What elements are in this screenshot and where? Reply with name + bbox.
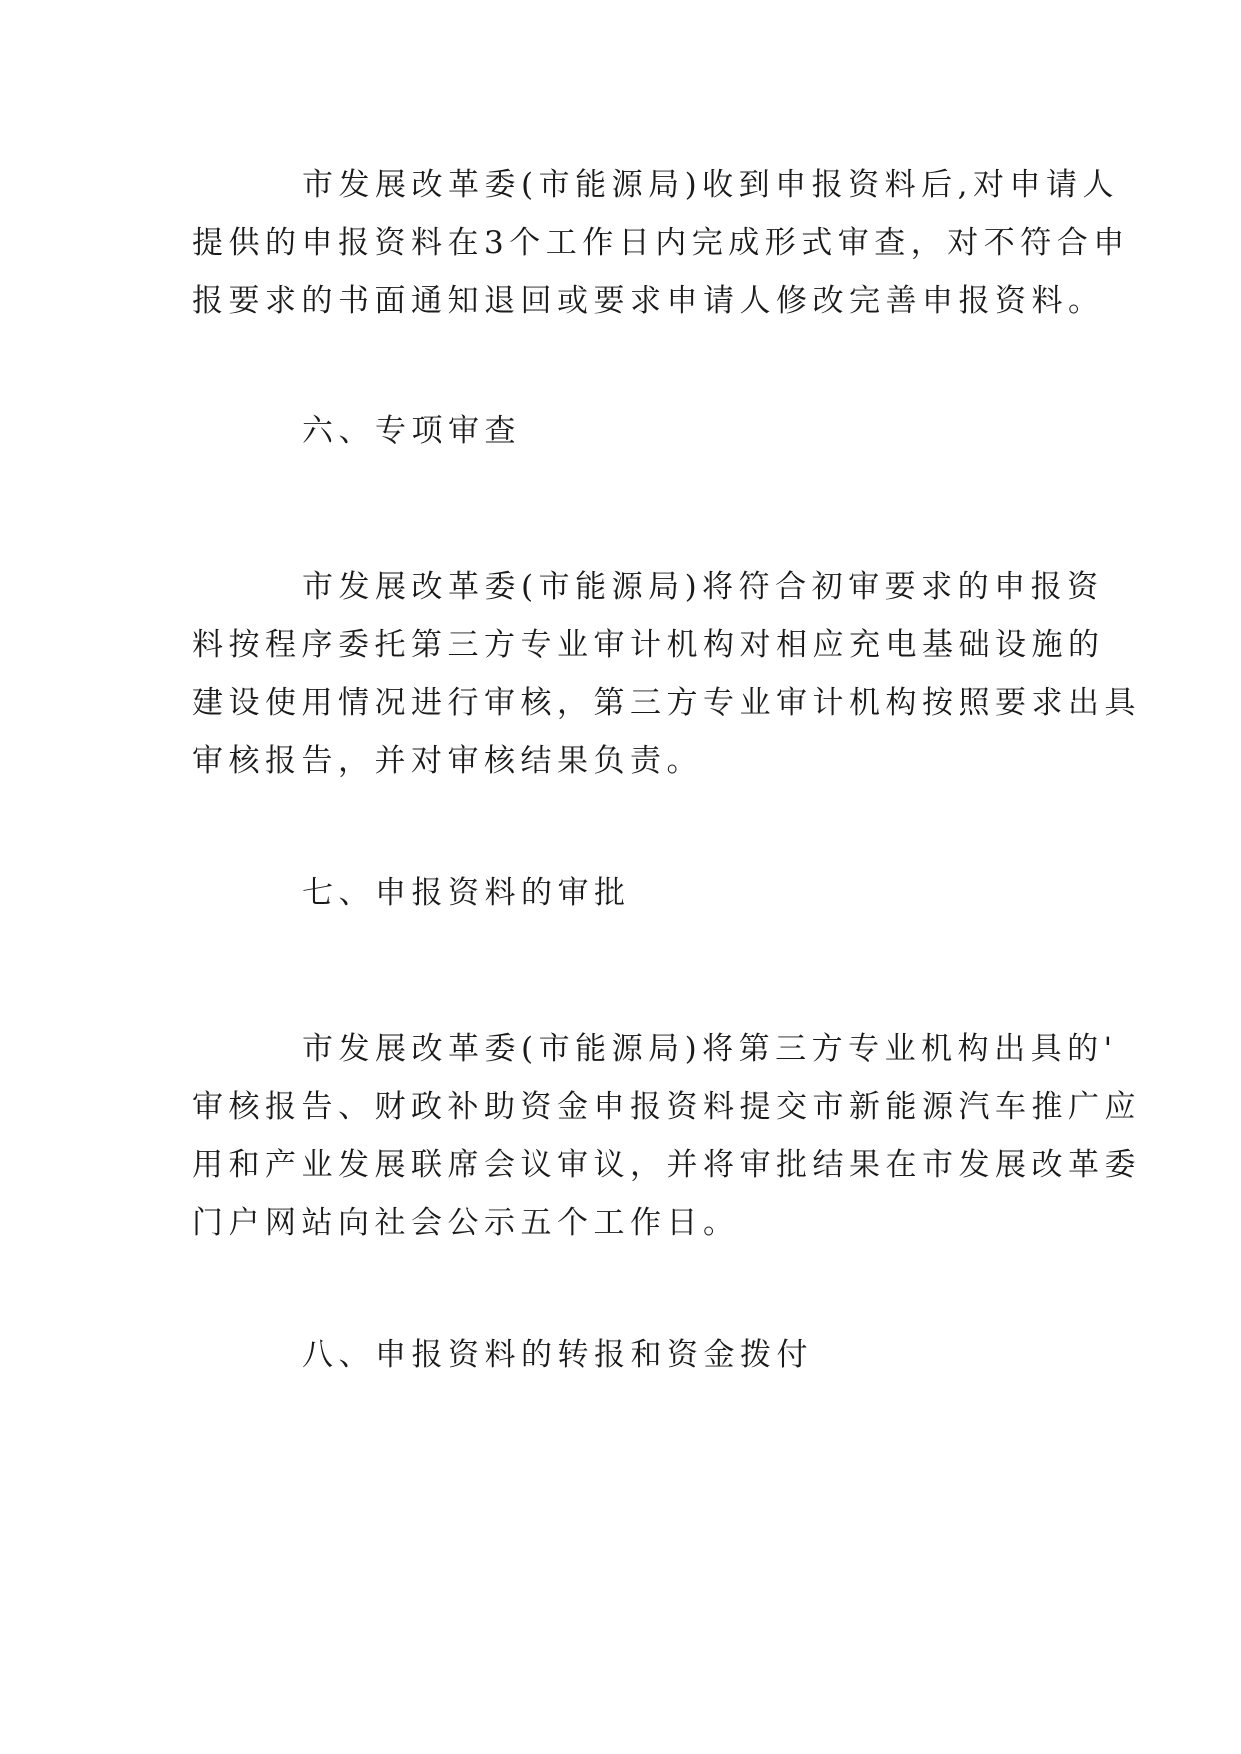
paragraph-line: 市发展改革委(市能源局)将符合初审要求的申报资 [302,569,1104,605]
paragraph-line: 审核报告，并对审核结果负责。 [192,743,703,779]
paragraph-line: 建设使用情况进行审核，第三方专业审计机构按照要求出具 [192,685,1141,721]
paragraph-line: 报要求的书面通知退回或要求申请人修改完善申报资料。 [192,283,1105,319]
paragraph-line: 市发展改革委(市能源局)收到申报资料后,对申请人 [302,167,1120,203]
paragraph-approval [192,1020,1141,1252]
paragraph-special-review [192,558,1141,790]
section-heading-7: 七、申报资料的审批 [302,875,631,911]
paragraph-line: 市发展改革委(市能源局)将第三方专业机构出具的' [302,1031,1118,1067]
paragraph-line: 用和产业发展联席会议审议，并将审批结果在市发展改革委 [192,1147,1141,1183]
paragraph-line: 提供的申报资料在3个工作日内完成形式审查，对不符合申 [192,225,1130,261]
paragraph-line: 料按程序委托第三方专业审计机构对相应充电基础设施的 [192,627,1105,663]
paragraph-review-notice [192,156,1130,330]
paragraph-line: 门户网站向社会公示五个工作日。 [192,1205,740,1241]
section-heading-6: 六、专项审查 [302,413,521,449]
section-heading-8: 八、申报资料的转报和资金拨付 [302,1337,813,1373]
paragraph-line: 审核报告、财政补助资金申报资料提交市新能源汽车推广应 [192,1089,1141,1125]
